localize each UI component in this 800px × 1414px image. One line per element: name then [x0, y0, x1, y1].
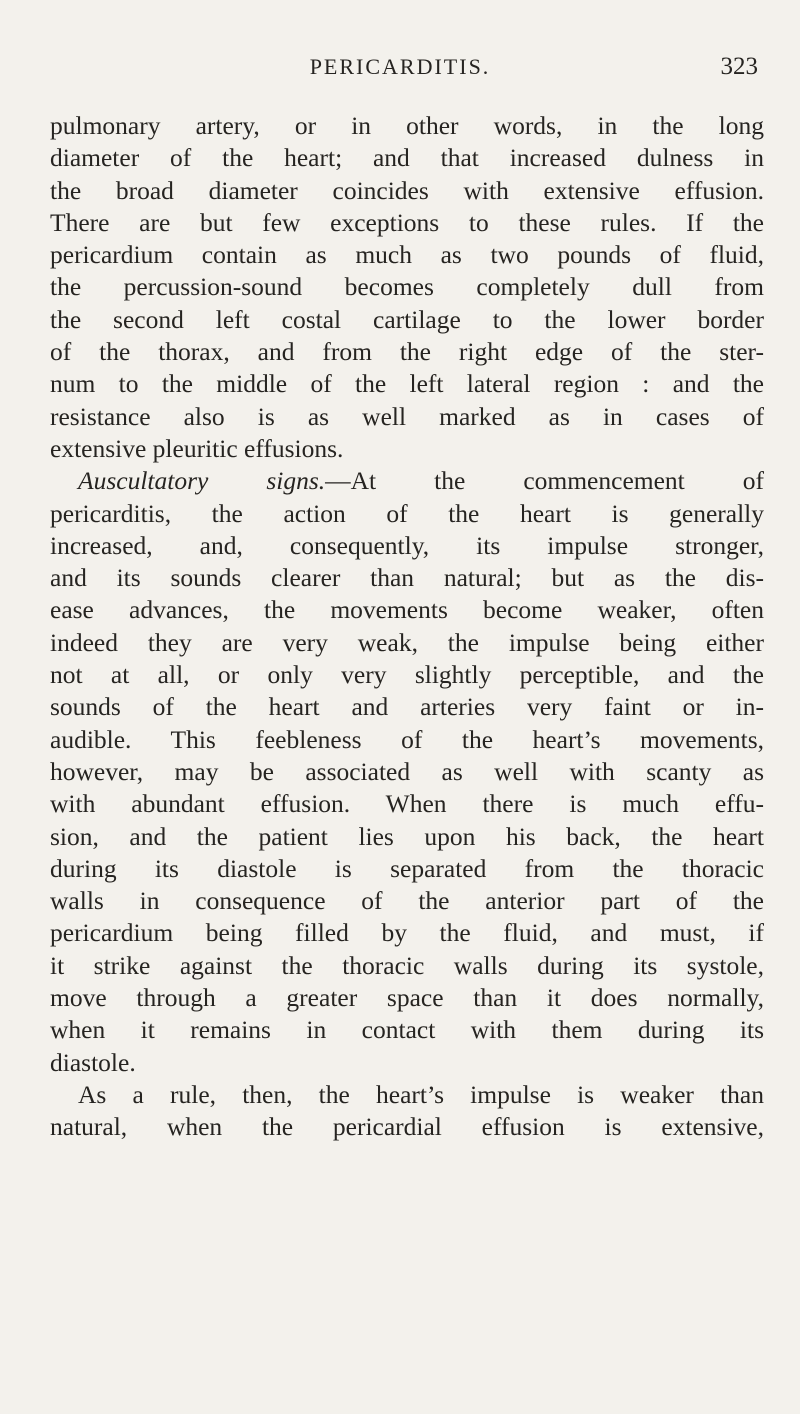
text-segment: —At the commencement of [325, 466, 764, 496]
text-line: natural, when the pericardial effusion is extensive, [50, 1112, 764, 1142]
text-line: audible. This feebleness of the heart’s movements, [50, 724, 764, 754]
text-line: of the thorax, and from the right edge of the ster- [50, 337, 764, 367]
text-line: the percussion-sound becomes completely dull from [50, 272, 764, 302]
body-text [50, 110, 764, 1144]
text-line: extensive pleuritic effusions. [50, 433, 344, 463]
text-line: pulmonary artery, or in other words, in the long [50, 111, 764, 140]
text-line: pericardium being filled by the fluid, and must, if [50, 918, 764, 948]
text-line: ease advances, the movements become weaker, often [50, 595, 764, 625]
text-line: There are but few exceptions to these rules. If the [50, 207, 764, 237]
text-line: move through a greater space than it does normally, [50, 983, 764, 1013]
auscultatory-heading: Auscultatory signs. [78, 466, 326, 496]
text-line: the second left costal cartilage to the lower border [50, 304, 764, 334]
text-line: during its diastole is separated from the thoracic [50, 853, 764, 883]
text-line: the broad diameter coincides with extensive effusion. [50, 175, 764, 205]
text-line: sion, and the patient lies upon his back, the heart [50, 821, 764, 851]
text-line: and its sounds clearer than natural; but as the dis- [50, 563, 764, 593]
text-line: when it remains in contact with them during its [50, 1015, 764, 1045]
text-line: resistance also is as well marked as in cases of [50, 401, 764, 431]
paragraph-line [50, 465, 764, 497]
text-line: walls in consequence of the anterior part of the [50, 886, 764, 916]
page-number: 323 [720, 53, 758, 80]
text-line: num to the middle of the left lateral region : and the [50, 369, 764, 399]
text-line: diameter of the heart; and that increased dulness in [50, 143, 764, 173]
running-title: PERICARDITIS. [309, 54, 491, 79]
text-line: diastole. [50, 1047, 136, 1077]
text-line: however, may be associated as well with scanty as [50, 756, 764, 786]
text-line: it strike against the thoracic walls during its systole, [50, 950, 764, 980]
text-line: indeed they are very weak, the impulse being either [50, 627, 764, 657]
text-line: sounds of the heart and arteries very faint or in- [50, 692, 764, 722]
text-line: not at all, or only very slightly perceptible, and the [50, 660, 764, 690]
text-line: increased, and, consequently, its impulse stronger, [50, 530, 764, 560]
text-line: pericarditis, the action of the heart is generally [50, 498, 764, 528]
text-line: pericardium contain as much as two pounds of fluid, [50, 240, 764, 270]
running-head [0, 52, 800, 82]
text-line: As a rule, then, the heart’s impulse is weaker than [78, 1079, 764, 1109]
text-line: with abundant effusion. When there is much effu- [50, 789, 764, 819]
